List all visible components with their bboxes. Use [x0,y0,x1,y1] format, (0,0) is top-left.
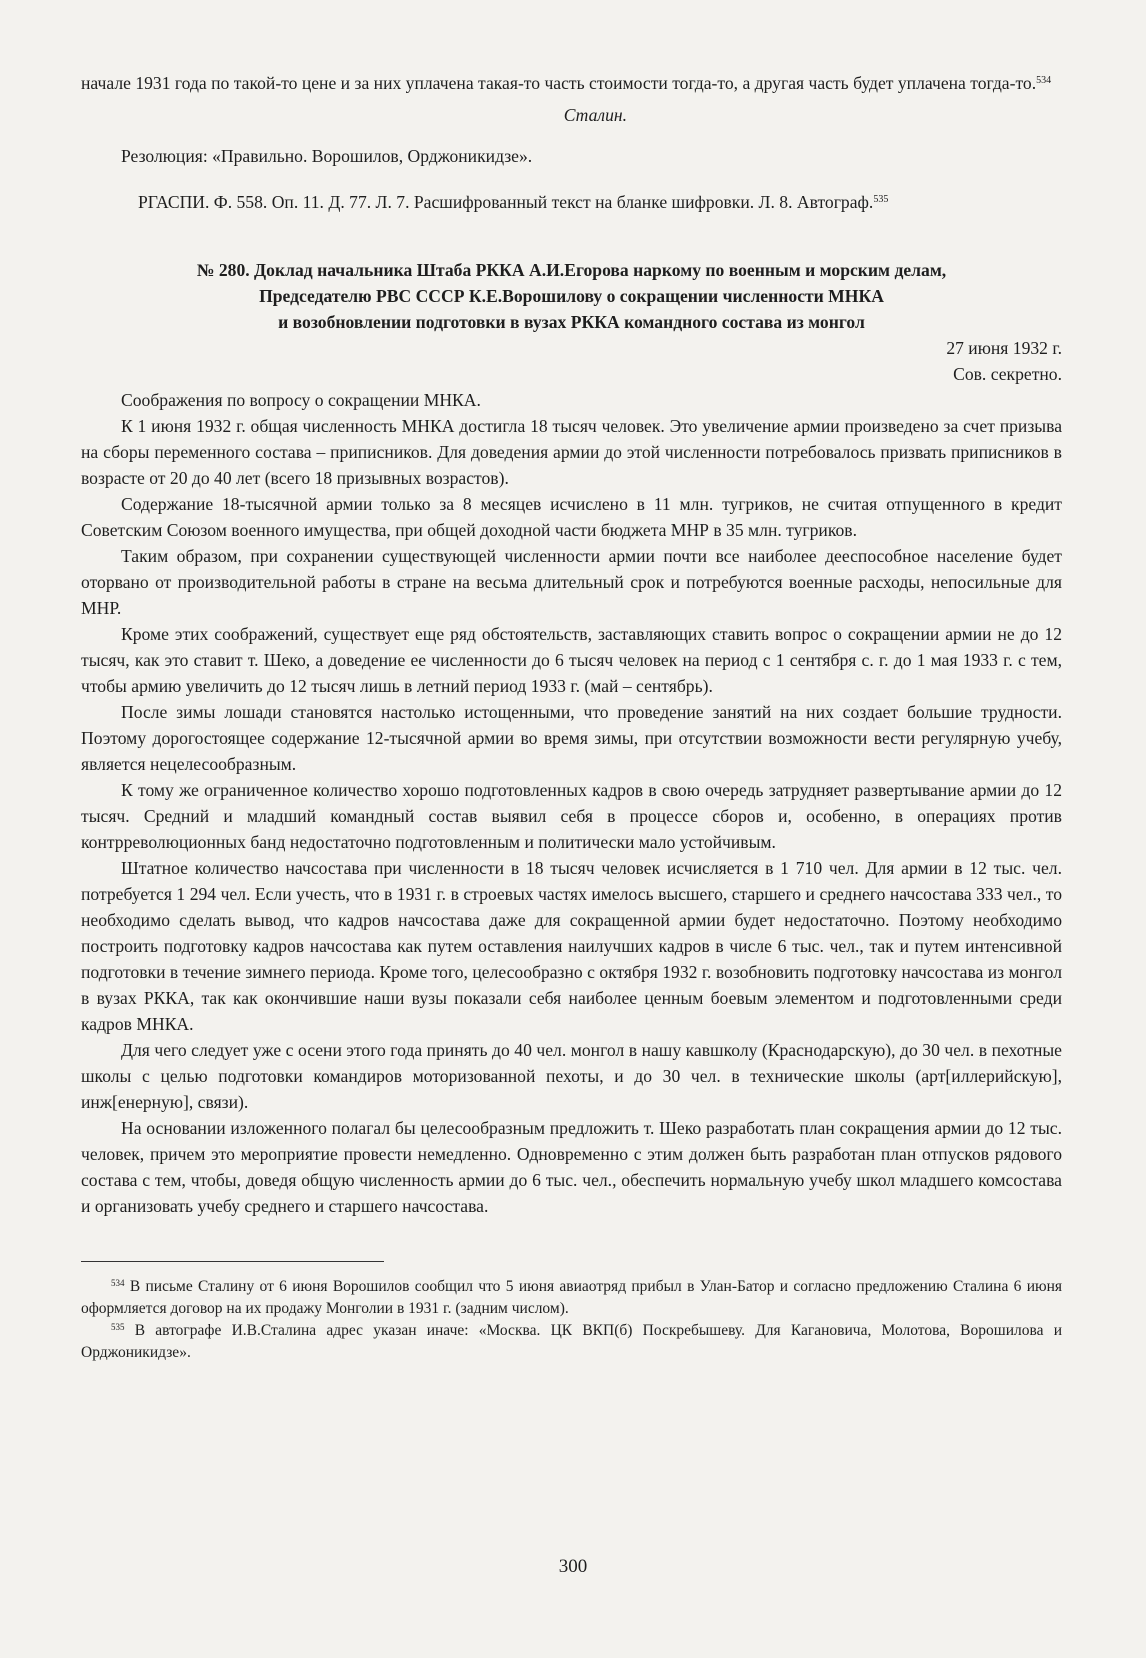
footnote-number: 534 [111,1278,125,1288]
page-number: 300 [558,1556,588,1577]
body-paragraph: После зимы лошади становятся настолько истощенными, что проведение занятий на них создает большие трудности. Поэтому дорогостоящее содержание 12-тысячной армии во время зимы, при отсутствии возможности вести регулярную учебу, является нецелесообразным. [81,702,1062,774]
footnote-534 [81,1276,1062,1320]
body-paragraph: Кроме этих соображений, существует еще ряд обстоятельств, заставляющих ставить вопрос о сокращении армии не до 12 тысяч, как это ставит т. Шеко, а доведение ее численности до 6 тысяч человек на период с 1 сентября с. г. до 1 мая 1933 г. с тем, чтобы армию увеличить до 12 тысяч лишь в летний период 1933 г. (май – сентябрь). [81,624,1062,696]
body-paragraph: К 1 июня 1932 г. общая численность МНКА достигла 18 тысяч человек. Это увеличение армии произведено за счет призыва на сборы переменного состава – приписников. Для доведения армии до этой численности потребовалось призвать приписников в возрасте от 20 до 40 лет (всего 18 призывных возрастов). [81,416,1062,488]
document-body [81,387,1062,1219]
archive-reference: РГАСПИ. Ф. 558. Оп. 11. Д. 77. Л. 7. Расшифрованный текст на бланке шифровки. Л. 8. Автограф.$^{535}$ [138,192,889,212]
resolution: Резолюция: «Правильно. Ворошилов, Орджоникидзе». [121,146,533,166]
heading-line-1: № 280. Доклад начальника Штаба РККА А.И.Егорова наркому по военным и морским делам, [196,260,947,280]
signature: Сталин. [563,105,627,125]
footnote-535 [81,1320,1062,1364]
footnote-text: В автографе И.В.Сталина адрес указан иначе: «Москва. ЦК ВКП(б) Поскребышеву. Для Кагановича, Молотова, Ворошилова и Орджоникидзе». [81,1322,1062,1361]
body-paragraph: Штатное количество начсостава при численности в 18 тысяч человек исчисляется в 1 710 чел. Для армии в 12 тыс. чел. потребуется 1 294 чел. Если учесть, что в 1931 г. в строевых частях имелось высшего, старшего и среднего начсостава 333 чел., то необходимо сделать вывод, что кадров начсостава даже для сокращенной армии будет недостаточно. Поэтому необходимо построить подготовку кадров начсостава как путем оставления наилучших кадров в числе 6 тыс. чел., так и путем интенсивной подготовки в течение зимнего периода. Кроме того, целесообразно с октября 1932 г. возобновить подготовку начсостава из монгол в вузах РККА, так как окончившие наши вузы показали себя наиболее ценным боевым элементом и подготовленными среди кадров МНКА. [81,858,1062,1034]
document-date: 27 июня 1932 г. [946,338,1062,358]
footnote-number: 535 [111,1322,125,1332]
heading-line-3: и возобновлении подготовки в вузах РККА командного состава из монгол [278,312,865,332]
body-paragraph: Содержание 18-тысячной армии только за 8 месяцев исчислено в 11 млн. тугриков, не считая отпущенного в кредит Советским Союзом военного имущества, при общей доходной части бюджета МНР в 35 млн. тугриков. [81,494,1062,540]
body-paragraph: Соображения по вопросу о сокращении МНКА. [121,390,481,410]
body-paragraph: К тому же ограниченное количество хорошо подготовленных кадров в свою очередь затрудняет развертывание армии до 12 тысяч. Средний и младший командный состав выявил себя в процессе сборов и, особенно, в операциях против контрреволюционных банд недостаточно подготовленным и политически мало устойчивым. [81,780,1062,852]
heading-line-2: Председателю РВС СССР К.Е.Ворошилову о сокращении численности МНКА [259,286,884,306]
footnote-divider [81,1261,384,1262]
footnote-ref-534: 534 [1036,75,1052,86]
body-paragraph: Для чего следует уже с осени этого года принять до 40 чел. монгол в нашу кавшколу (Краснодарскую), до 30 чел. в пехотные школы с целью подготовки командиров моторизованной пехоты, и до 30 чел. в технические школы (арт[иллерийскую], инж[енерную], связи). [81,1040,1062,1112]
continuation-paragraph: начале 1931 года по такой-то цене и за них уплачена такая-то часть стоимости тогда-то, а другая часть будет уплачена тогда-то.$^{534}$ [81,73,1052,93]
body-paragraph: Таким образом, при сохранении существующей численности армии почти все наиболее дееспособное население будет оторвано от производительной работы в стране на весьма длительный срок и потребуются военные расходы, непосильные для МНР. [81,546,1062,618]
footnote-text: В письме Сталину от 6 июня Ворошилов сообщил что 5 июня авиаотряд прибыл в Улан-Батор и согласно предложению Сталина 6 июня оформляется договор на их продажу Монголии в 1931 г. (задним числом). [81,1278,1063,1317]
footnotes [81,1276,1062,1364]
footnote-ref-535: 535 [873,194,889,205]
secrecy-stamp: Сов. секретно. [953,364,1062,384]
document-heading [81,257,1062,335]
body-paragraph: На основании изложенного полагал бы целесообразным предложить т. Шеко разработать план сокращения армии до 12 тыс. человек, причем это мероприятие провести немедленно. Одновременно с этим должен быть разработан план отпусков рядового состава с тем, чтобы, доведя общую численность армии до 6 тыс. чел., обеспечить нормальную учебу школ младшего комсостава и организовать учебу среднего и старшего начсостава. [81,1118,1062,1216]
